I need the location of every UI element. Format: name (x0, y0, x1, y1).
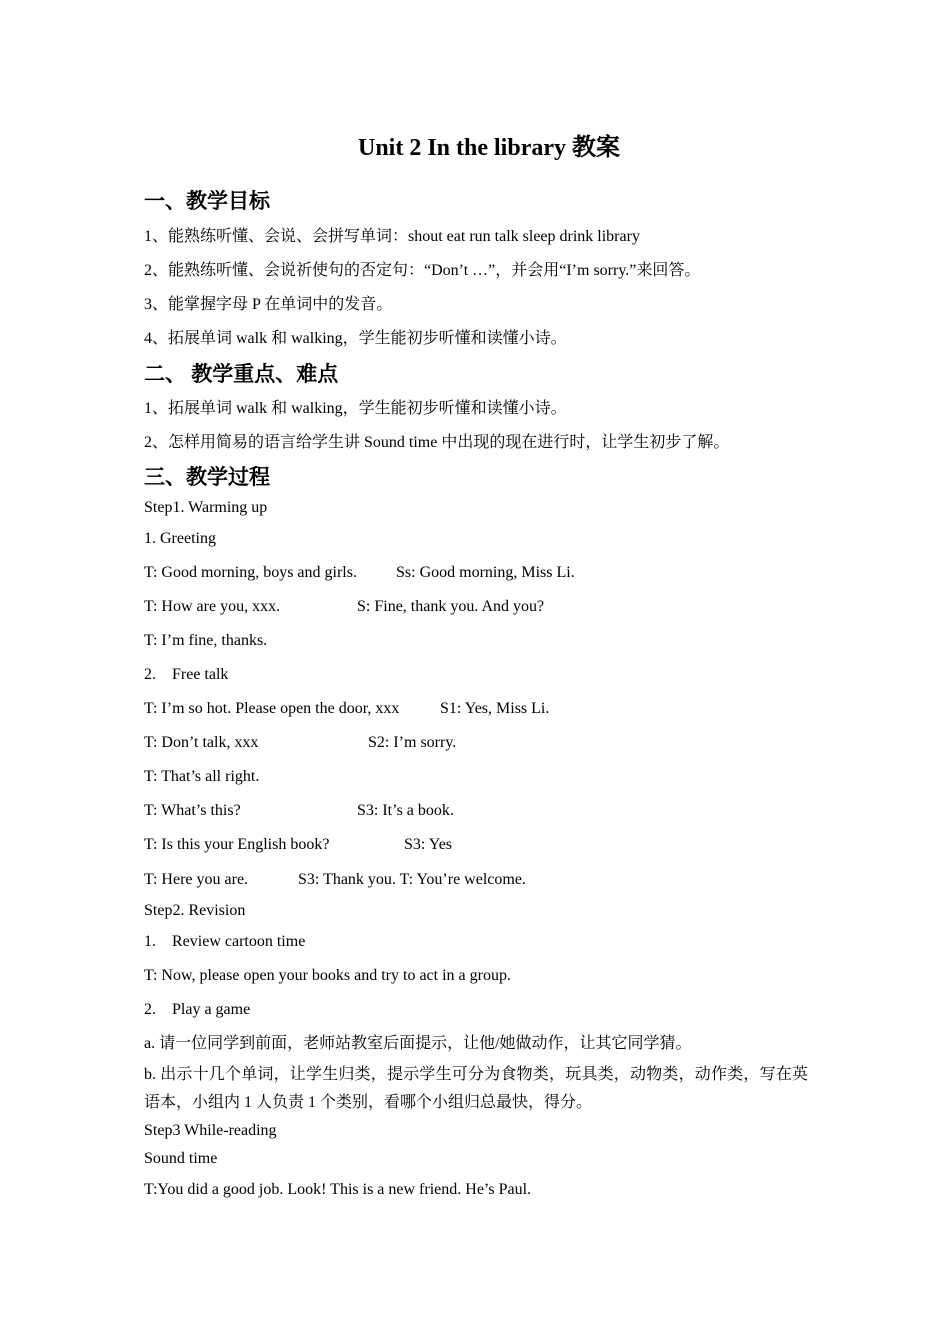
dialog-student: S3: Yes (404, 836, 453, 853)
dialog-line (144, 596, 824, 618)
dialog-teacher: T: That’s all right. (144, 768, 260, 785)
game-number: 2. (144, 1001, 156, 1018)
objective-item-4: 4、拓展单词 walk 和 walking，学生能初步听懂和读懂小诗。 (144, 330, 567, 347)
dialog-teacher: T: I’m so hot. Please open the door, xxx (144, 700, 400, 717)
step2-heading: Step2. Revision (144, 902, 246, 919)
game-item-b: b. 出示十几个单词，让学生归类，提示学生可分为食物类，玩具类，动物类，动作类，写在英语本，小组内 1 人负责 1 个类别，看哪个小组归总最快，得分。 (144, 1066, 808, 1111)
page-title: Unit 2 In the library 教案 (357, 135, 620, 161)
game-label: Play a game (172, 1001, 251, 1018)
objective-item-1: 1、能熟练听懂、会说、会拼写单词：shout eat run talk sleep drink library (144, 228, 640, 245)
sound-time-line: T:You did a good job. Look! This is a new friend. He’s Paul. (144, 1181, 532, 1198)
dialog-teacher: T: How are you, xxx. (144, 598, 281, 615)
objective-item-3: 3、能掌握字母 P 在单词中的发音。 (144, 296, 393, 313)
dialog-line (144, 869, 824, 891)
section-heading-key-points: 二、 教学重点、难点 (144, 362, 339, 386)
dialog-student: S1: Yes, Miss Li. (440, 700, 550, 717)
dialog-line (144, 834, 824, 856)
dialog-student: S3: Thank you. T: You’re welcome. (298, 871, 526, 888)
dialog-teacher: T: Is this your English book? (144, 836, 330, 853)
game-item-a: a. 请一位同学到前面，老师站教室后面提示，让他/她做动作，让其它同学猜。 (144, 1035, 692, 1052)
dialog-teacher: T: Don’t talk, xxx (144, 734, 259, 751)
dialog-line (144, 766, 259, 788)
step3-heading: Step3 While-reading (144, 1122, 277, 1139)
dialog-student: Ss: Good morning, Miss Li. (396, 564, 575, 581)
free-talk-heading (144, 664, 824, 686)
objective-item-2: 2、能熟练听懂、会说祈使句的否定句：“Don’t …”，并会用“I’m sorry.”来回答。 (144, 262, 701, 279)
sound-time-heading: Sound time (144, 1150, 218, 1167)
key-point-item-2: 2、怎样用简易的语言给学生讲 Sound time 中出现的现在进行时，让学生初步了解。 (144, 434, 730, 451)
game-heading (144, 999, 824, 1021)
step1-heading: Step1. Warming up (144, 499, 268, 516)
dialog-teacher: T: I’m fine, thanks. (144, 632, 268, 649)
dialog-student: S2: I’m sorry. (368, 734, 457, 751)
free-talk-number: 2. (144, 666, 156, 683)
dialog-line (144, 698, 824, 720)
section-heading-objectives: 一、教学目标 (144, 189, 270, 213)
review-heading (144, 931, 824, 953)
dialog-line (144, 630, 267, 652)
review-instruction: T: Now, please open your books and try to act in a group. (144, 967, 511, 984)
dialog-teacher: T: Here you are. (144, 871, 249, 888)
section-heading-process: 三、教学过程 (144, 465, 270, 489)
dialog-student: S: Fine, thank you. And you? (357, 598, 545, 615)
dialog-line (144, 732, 824, 754)
review-number: 1. (144, 933, 156, 950)
dialog-line (144, 562, 824, 584)
dialog-teacher: T: What’s this? (144, 802, 241, 819)
greeting-heading: 1. Greeting (144, 530, 216, 547)
dialog-teacher: T: Good morning, boys and girls. (144, 564, 357, 581)
review-label: Review cartoon time (172, 933, 306, 950)
free-talk-label: Free talk (172, 666, 229, 683)
dialog-line (144, 800, 824, 822)
key-point-item-1: 1、拓展单词 walk 和 walking，学生能初步听懂和读懂小诗。 (144, 400, 567, 417)
dialog-student: S3: It’s a book. (357, 802, 454, 819)
